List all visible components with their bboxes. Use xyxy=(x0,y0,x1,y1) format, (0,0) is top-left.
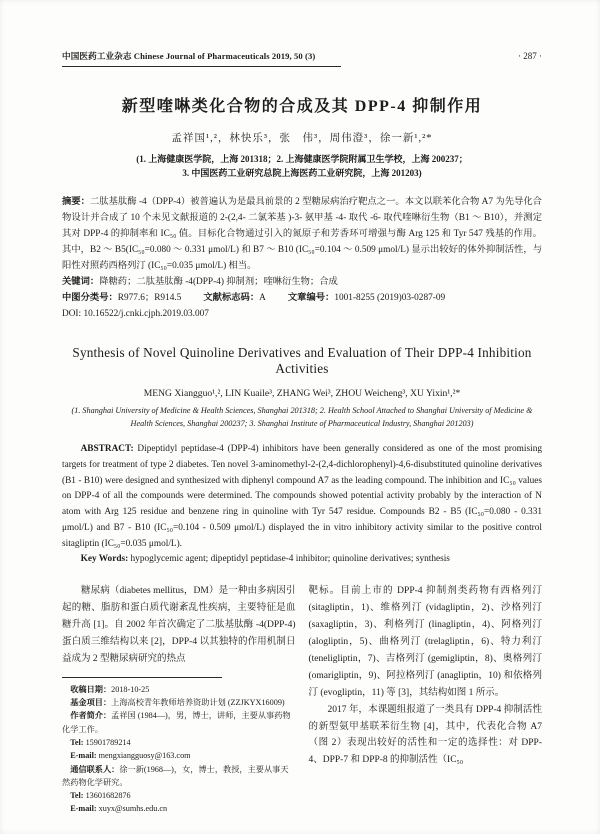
footnote-author-bio xyxy=(62,709,296,736)
footnote-email-2 xyxy=(62,802,296,815)
abstract-en-text: Dipeptidyl peptidase-4 (DPP-4) inhibitors have been generally considered as one of the most promising targets for treatment of type 2 diabetes. Ten novel 3-aminomethyl-2-(2,4-dichlorophenyl)-4,6-disubstituted quinoline derivatives (B1 - B10) were designed and synthesized with diphenyl compound A7 as the leading compound. The inhibition and IC₅₀ values on DPP-4 of all the compounds were determined. The compounds showed potential activity probably by the interaction of N atom with Arg 125 residue and benzene ring in quinoline with Tyr 547 residue. Compounds B2 - B5 (IC₅₀=0.080 - 0.331 μmol/L) and B7 - B10 (IC₅₀=0.104 - 0.509 μmol/L) displayed the in vitro inhibitory activity similar to the positive control sitagliptin (IC₅₀=0.035 μmol/L). xyxy=(62,443,542,549)
article-no-label: 文章编号： xyxy=(287,292,335,303)
abstract-cn xyxy=(62,195,542,275)
corr-value: 徐一新(1968—)，女，博士，教授，主要从事天然药物化学研究。 xyxy=(62,764,289,787)
footnote-fund xyxy=(62,696,296,709)
footnote-tel-1 xyxy=(62,736,296,749)
classification-line xyxy=(62,291,542,307)
fund-value: 上海高校青年教师培养资助计划 (ZZJKYX16009) xyxy=(111,698,285,708)
meta-block xyxy=(62,195,542,323)
affiliation-cn-line1: (1. 上海健康医学院，上海 201318；2. 上海健康医学院附属卫生学校，上海 200237； xyxy=(136,154,468,164)
body-left-column xyxy=(62,583,296,815)
email2-label: E-mail: xyxy=(70,804,99,814)
keywords-cn-text: 降糖药；二肽基肽酶 -4(DPP-4) 抑制剂；喹啉衍生物；合成 xyxy=(99,276,338,287)
footnote-tel-2 xyxy=(62,789,296,802)
email1-label: E-mail: xyxy=(70,751,99,761)
footnote-corresponding xyxy=(62,763,296,790)
bio-value: 孟祥国 (1984—)，男，博士，讲师，主要从事药物化学工作。 xyxy=(62,711,291,734)
doc-code-label: 文献标志码： xyxy=(203,292,260,303)
received-date: 2018-10-25 xyxy=(111,684,150,694)
affiliation-en-line2: Health Sciences, Shanghai 200237; 3. Shanghai Institute of Pharmaceutical Industry, Shanghai 201203) xyxy=(130,418,474,428)
intro-paragraph: 糖尿病（diabetes mellitus，DM）是一种由多病因引起的糖、脂肪和蛋白质代谢紊乱性疾病，主要特征是血糖升高 [1]。自 2002 年首次确定了二肽基肽酶 -4(DPP-4) 蛋白质三维结构以来 [2]，DPP-4 以其独特的作用机制日益成为 2 型糖尿病研究的热点 xyxy=(62,586,296,664)
keywords-cn-label: 关键词： xyxy=(62,276,100,287)
email2-value: xuyx@sumhs.edu.cn xyxy=(98,804,168,814)
page-header xyxy=(62,50,542,67)
affiliation-en-line1: (1. Shanghai University of Medicine & Health Sciences, Shanghai 201318; 2. Health School Attached to Shanghai University of Medicine & xyxy=(71,405,533,415)
article-no-value: 1001-8255 (2019)03-0287-09 xyxy=(334,292,446,303)
bio-label: 作者简介： xyxy=(70,711,112,721)
footnote-block xyxy=(62,677,296,816)
abstract-en-label: ABSTRACT: xyxy=(80,443,138,454)
keywords-en xyxy=(62,552,542,568)
tel2-label: Tel: xyxy=(70,791,86,801)
body-right-column xyxy=(309,583,543,815)
clc-value: R977.6；R914.5 xyxy=(117,292,182,303)
authors-en: MENG Xiangguo¹,², LIN Kuaile³, ZHANG Wei³, ZHOU Weicheng³, XU Yixin¹,²* xyxy=(143,387,461,399)
email1-value: mengxiangguosy@163.com xyxy=(98,751,191,761)
abstract-cn-label: 摘要： xyxy=(62,196,90,207)
doi-value: 10.16522/j.cnki.cjph.2019.03.007 xyxy=(83,308,209,319)
tel1-label: Tel: xyxy=(70,737,86,747)
corr-label: 通信联系人： xyxy=(70,764,120,774)
clc-label: 中图分类号： xyxy=(62,292,118,303)
keywords-cn xyxy=(62,275,542,291)
drugs-paragraph: 靶标。目前上市的 DPP-4 抑制剂类药物有西格列汀 (sitagliptin，1)、维格列汀 (vidagliptin，2)、沙格列汀 (saxagliptin，3)、利格列汀 (linagliptin，4)、阿格列汀 (alogliptin，5)、曲格列汀 (trelagliptin，6)、特力利汀 (teneligliptin，7)、吉格列汀 (gemigliptin，8)、奥格列汀 (omarigliptin，9)、阿拉格列汀 (anagliptin，10) 和依格列汀 (evogliptin，11) 等 [3]，其结构如图 1 所示。 xyxy=(308,586,542,698)
abstract-cn-text: 二肽基肽酶 -4（DPP-4）被普遍认为是最具前景的 2 型糖尿病治疗靶点之一。本文以联苯化合物 A7 为先导化合物设计并合成了 10 个未见文献报道的 2-(2,4- 二氯苯基 )-3- 氨甲基 -4- 取代 -6- 取代喹啉衍生物（B1 ～ B10），并测定其对 DPP-4 的抑制率和 IC₅₀ 值。目标化合物通过引入的氮原子和芳香环可增强与酶 Arg 125 和 Tyr 547 残基的作用。其中，B2 ～ B5(IC₅₀=0.080 ～ 0.331 μmol/L) 和 B7 ～ B10 (IC₅₀=0.104 ～ 0.509 μmol/L) 显示出较好的体外抑制活性，与阳性对照药西格列汀 (IC₅₀=0.035 μmol/L) 相当。 xyxy=(62,196,542,271)
footnote-email-1 xyxy=(62,749,296,762)
affiliations-cn xyxy=(62,152,542,181)
doi-line xyxy=(62,307,542,323)
article-title-en: Synthesis of Novel Quinoline Derivatives and Evaluation of Their DPP-4 Inhibition Activities xyxy=(72,344,532,376)
abstract-en xyxy=(62,442,542,553)
fund-label: 基金项目： xyxy=(70,698,112,708)
authors-cn: 孟祥国¹,²，林快乐³，张 伟³，周伟澄³，徐一新¹,²* xyxy=(171,133,433,144)
doi-label: DOI: xyxy=(62,308,84,319)
affiliations-en xyxy=(62,404,542,430)
page-number: · 287 · xyxy=(518,51,542,61)
keywords-en-text: hypoglycemic agent; dipeptidyl peptidase-4 inhibitor; quinoline derivatives; synthesis xyxy=(130,554,450,565)
doc-code-value: A xyxy=(259,292,266,303)
tel1-value: 15901789214 xyxy=(85,737,131,747)
footnote-received xyxy=(62,683,296,696)
article-title-cn: 新型喹啉类化合物的合成及其 DPP-4 抑制作用 xyxy=(121,98,483,115)
body-columns xyxy=(62,583,542,815)
abstract-en-block xyxy=(62,442,542,568)
journal-title: 中国医药工业杂志 Chinese Journal of Pharmaceuticals 2019, 50 (3) xyxy=(62,50,341,67)
footnote-divider xyxy=(62,677,222,678)
research-paragraph: 2017 年，本课题组报道了一类具有 DPP-4 抑制活性的新型氨甲基联苯衍生物 [4]，其中，代表化合物 A7（图 2）表现出较好的活性和一定的选择性：对 DPP-4、DPP-7 和 DPP-8 的抑制活性（IC₅₀ xyxy=(308,704,542,766)
keywords-en-label: Key Words: xyxy=(80,554,131,565)
received-label: 收稿日期： xyxy=(70,684,112,694)
tel2-value: 13601682876 xyxy=(85,791,131,801)
affiliation-cn-line2: 3. 中国医药工业研究总院上海医药工业研究院，上海 201203) xyxy=(182,168,422,179)
